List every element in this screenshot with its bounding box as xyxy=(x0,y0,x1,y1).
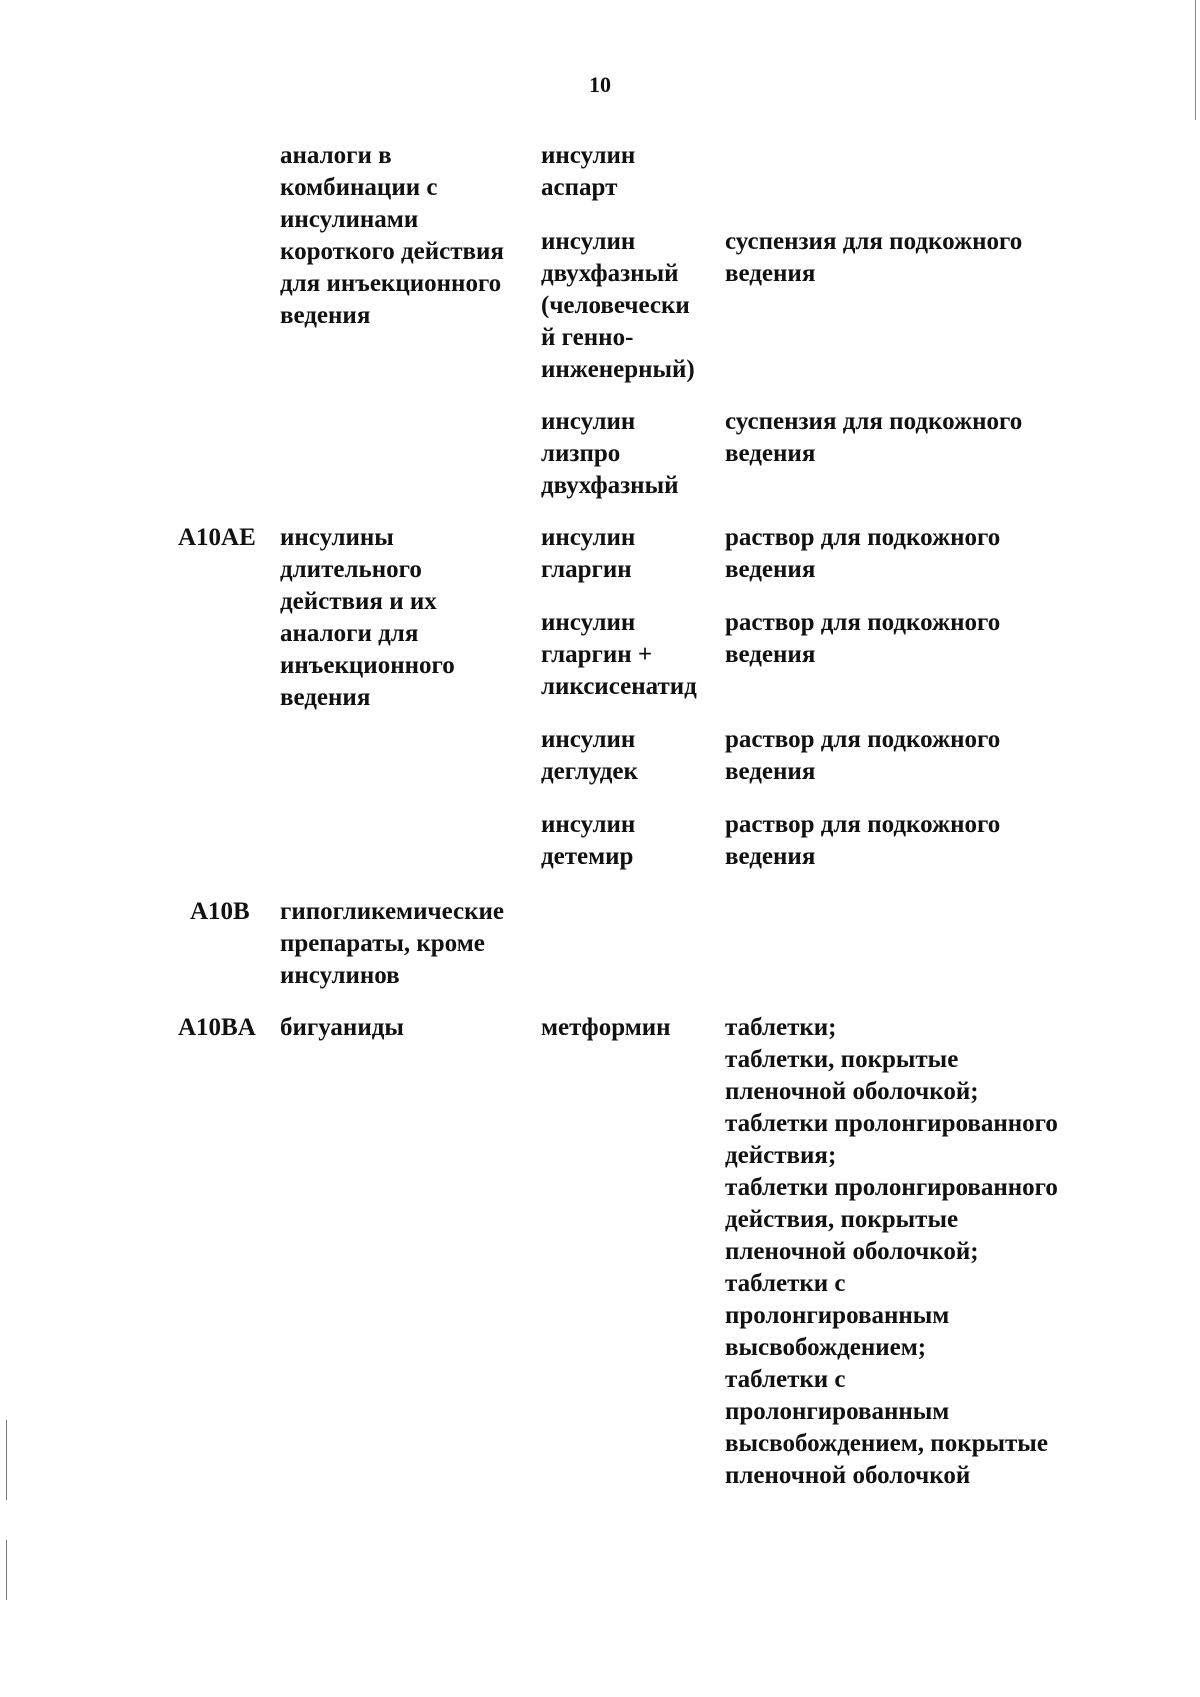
drug-name: метформин xyxy=(541,1014,671,1041)
dosage-form: суспензия для подкожного ведения xyxy=(725,408,1023,467)
drug-name: инсулин гларгин + ликсисенатид xyxy=(541,609,697,700)
group-description: аналоги в комбинации с инсулинами короткого действия для инъекционного ведения xyxy=(280,142,504,329)
atc-code: A10BA xyxy=(178,1014,256,1041)
group-description: инсулины длительного действия и их аналоги для инъекционного ведения xyxy=(280,524,455,711)
drug-name: инсулин лизпро двухфазный xyxy=(541,408,679,499)
atc-code: A10B xyxy=(190,898,250,925)
dosage-form: раствор для подкожного ведения xyxy=(725,726,1001,785)
drug-name: инсулин детемир xyxy=(541,811,636,870)
drug-name: инсулин деглудек xyxy=(541,726,638,785)
group-description: гипогликемические препараты, кроме инсулинов xyxy=(280,898,504,989)
page-number: 10 xyxy=(589,72,611,97)
scan-edge-mark xyxy=(6,1540,7,1600)
dosage-form: раствор для подкожного ведения xyxy=(725,811,1001,870)
group-description: бигуаниды xyxy=(280,1014,404,1041)
drug-name: инсулин двухфазный (человечески й генно- инженерный) xyxy=(541,228,695,383)
scan-edge-mark xyxy=(6,1420,7,1500)
drug-name: инсулин аспарт xyxy=(541,142,636,201)
dosage-form: таблетки; таблетки, покрытые пленочной оболочкой; таблетки пролонгированного действия; таблетки пролонгированного действия, покрытые пленочной оболочкой; таблетки с пролонгированным высвобождением; таблетки с пролонгированным высвобождением, покрытые пленочной оболочкой xyxy=(725,1014,1058,1489)
dosage-form: раствор для подкожного ведения xyxy=(725,609,1001,668)
dosage-form: раствор для подкожного ведения xyxy=(725,524,1001,583)
atc-code: A10AE xyxy=(178,524,256,551)
scan-edge-mark xyxy=(1195,0,1196,120)
dosage-form: суспензия для подкожного ведения xyxy=(725,228,1023,287)
drug-name: инсулин гларгин xyxy=(541,524,636,583)
